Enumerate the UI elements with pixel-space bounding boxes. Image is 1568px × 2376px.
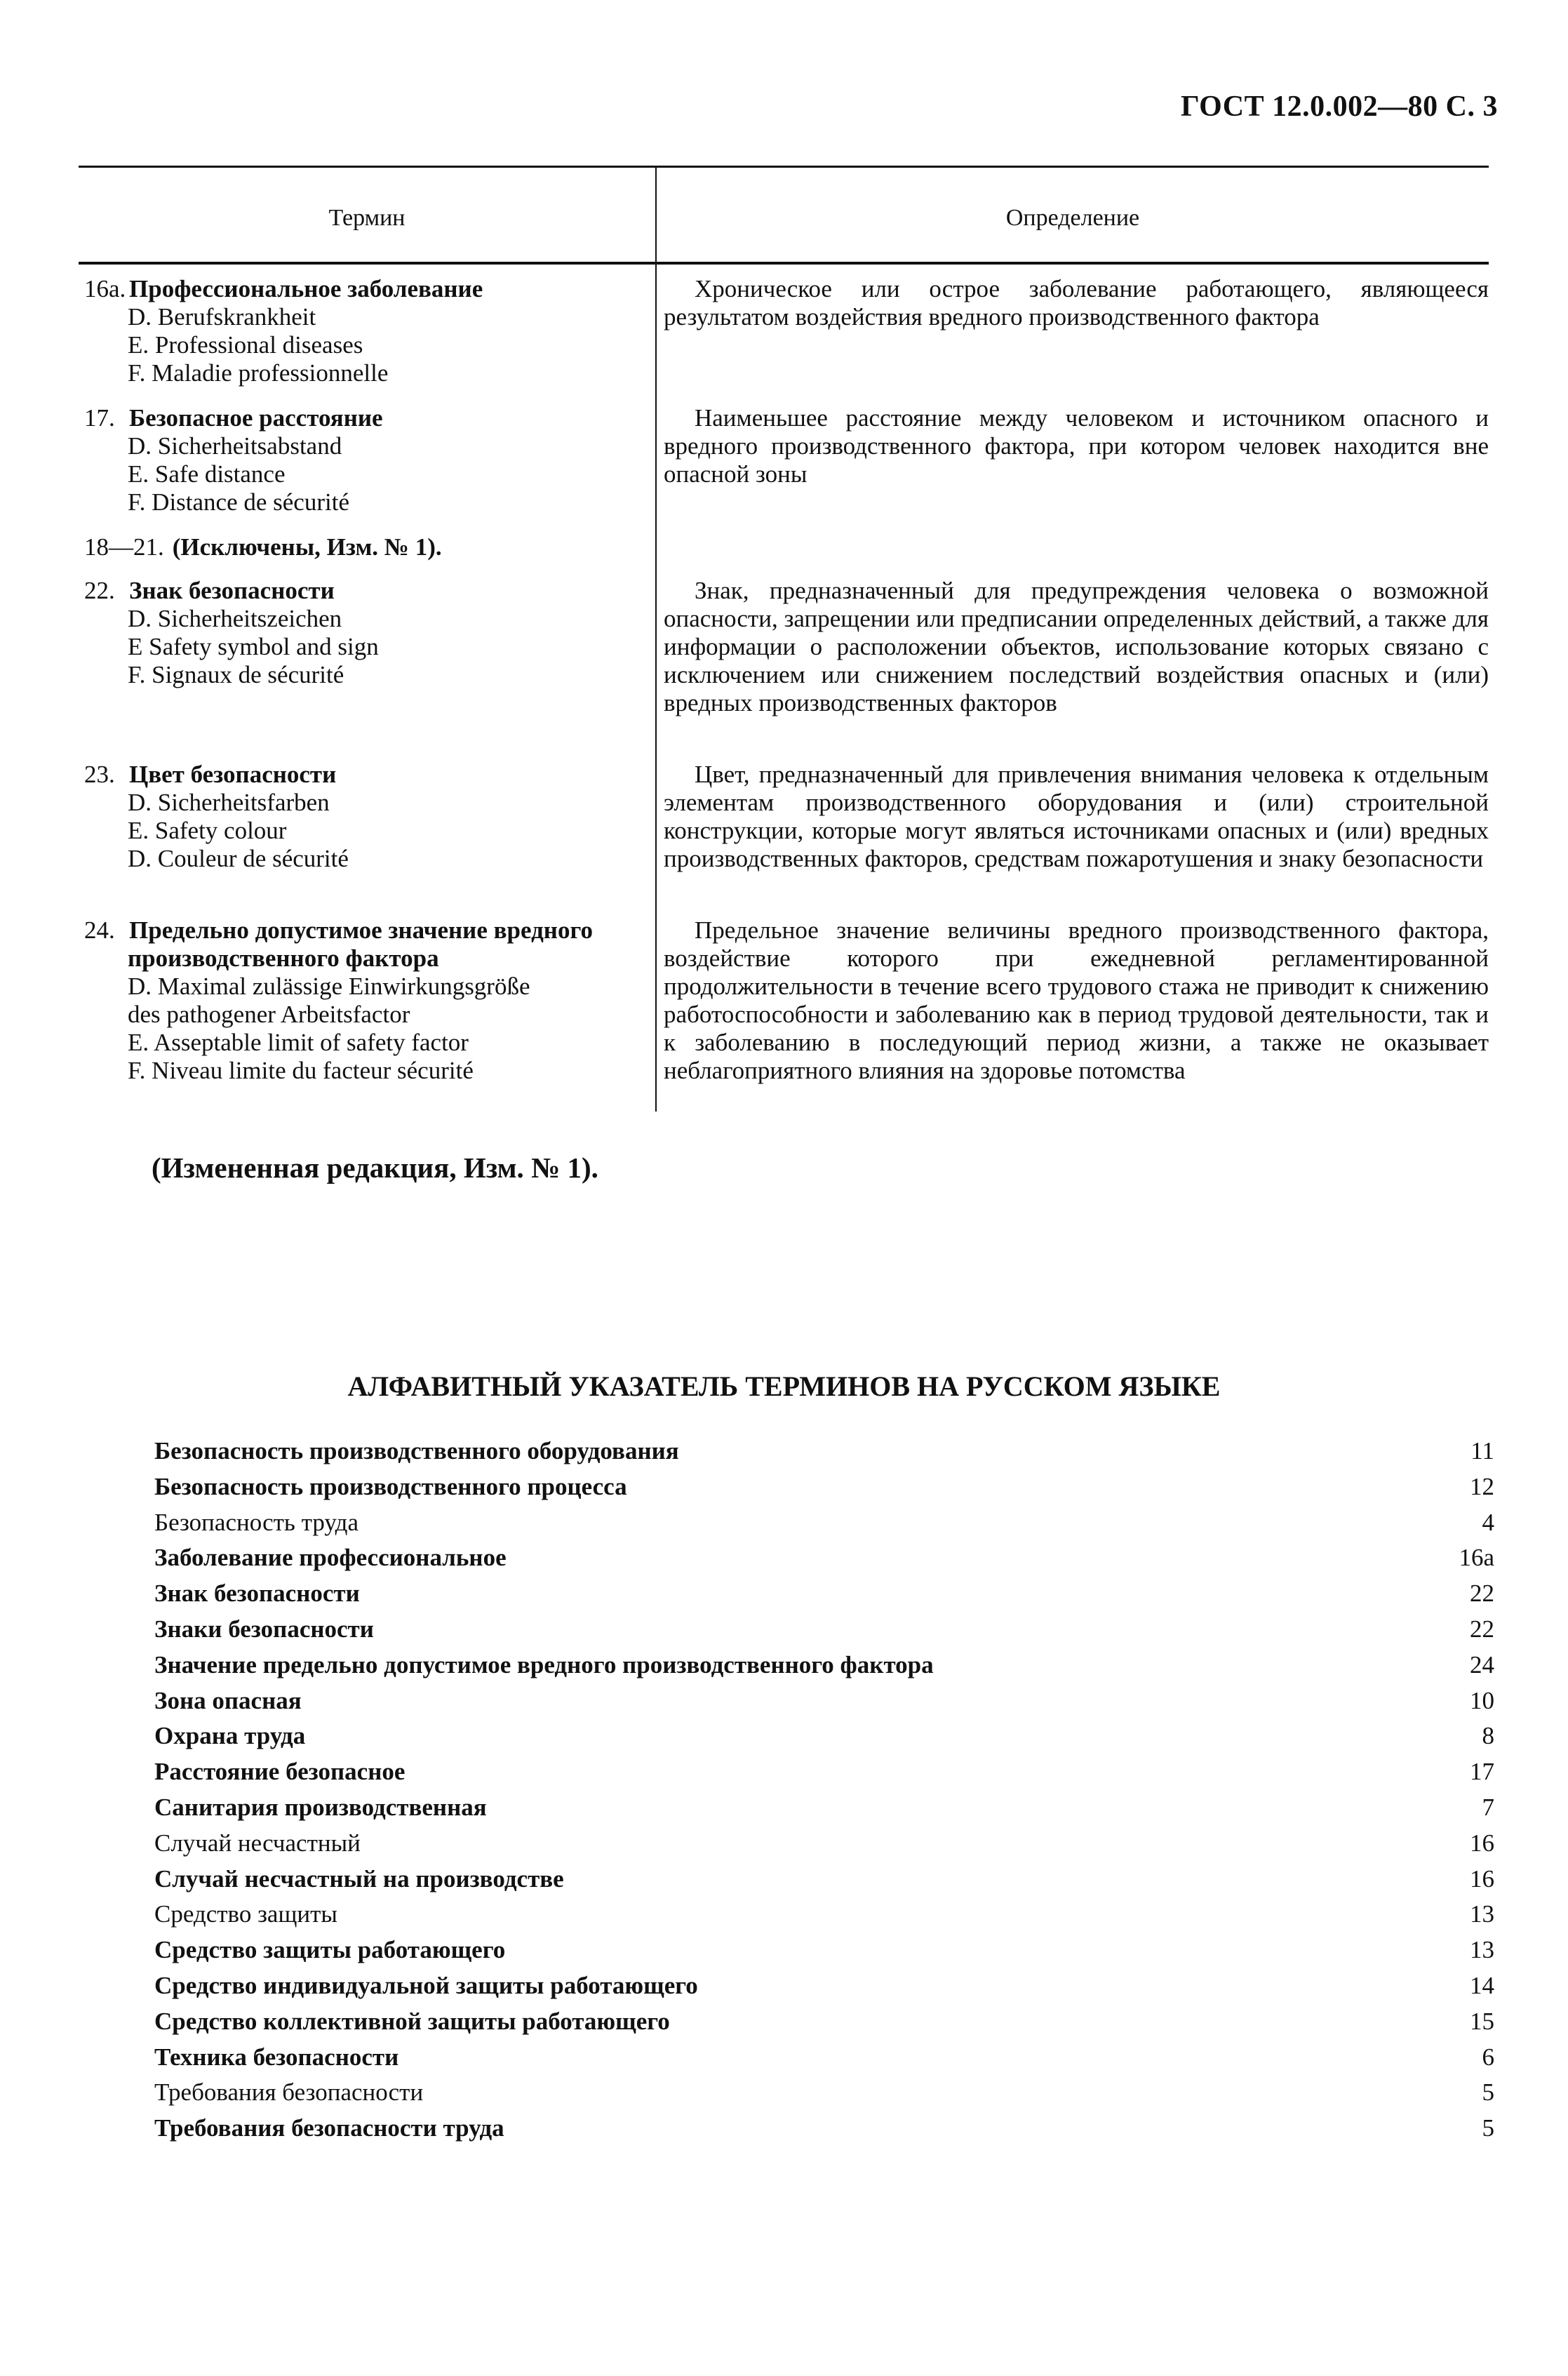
term-number: 17. (84, 404, 115, 432)
index-term-number: 15 (1470, 2007, 1494, 2035)
index-term: Случай несчастный (154, 1829, 361, 1857)
index-entry (154, 2114, 1494, 2150)
definition-24 (664, 916, 1489, 1085)
term-english: E. Safe distance (128, 460, 286, 488)
index-term-number: 22 (1470, 1580, 1494, 1608)
table-header-rule (79, 262, 1489, 265)
index-term: Знаки безопасности (154, 1615, 374, 1643)
index-entry (154, 2008, 1494, 2043)
definition-text: Знак, предназначенный для предупреждения человека о возможной опасности, запрещении или предписании определенных действий, а также для информации о расположении объектов, использование которых связано с исключением или снижением последствий воздействия опасных и (или) вредных производственных факторов (664, 577, 1489, 716)
page-header: ГОСТ 12.0.002—80 С. 3 (1180, 91, 1498, 123)
term-german: D. Maximal zulässige Einwirkungsgröße (128, 973, 530, 1000)
index-term-number: 7 (1482, 1793, 1494, 1821)
index-term: Санитария производственная (154, 1793, 487, 1821)
term-german: D. Sicherheitszeichen (128, 605, 342, 632)
column-header-definition: Определение (1005, 205, 1140, 231)
definition-text: Наименьшее расстояние между человеком и источником опасного и вредного производственного фактора, при котором человек находится вне опасной зоны (664, 404, 1489, 488)
index-term: Средство защиты работающего (154, 1936, 506, 1964)
term-german: D. Berufskrankheit (128, 303, 316, 331)
index-entry (154, 1651, 1494, 1687)
term-entry-18-21 (84, 533, 652, 561)
index-term-number: 16а (1459, 1544, 1494, 1572)
index-term-number: 24 (1470, 1650, 1494, 1678)
term-entry-24 (84, 916, 659, 1085)
index-entry (154, 2078, 1494, 2114)
definition-23 (664, 761, 1489, 873)
index-term-number: 16 (1470, 1829, 1494, 1857)
term-german-continued: des pathogener Arbeitsfactor (128, 1001, 410, 1028)
definition-16a (664, 275, 1489, 331)
definition-17 (664, 404, 1489, 488)
index-term: Заболевание профессиональное (154, 1544, 507, 1572)
index-entry (154, 1580, 1494, 1615)
index-list (154, 1437, 1494, 2150)
term-french: F. Signaux de sécurité (128, 661, 344, 688)
index-entry (154, 1829, 1494, 1865)
index-term: Средство защиты (154, 1900, 337, 1928)
term-english: E Safety symbol and sign (128, 633, 379, 660)
index-entry (154, 1544, 1494, 1580)
definition-text: Предельное значение величины вредного производственного фактора, воздействие которого при ежедневной регламентированной продолжительности в течение всего трудового стажа не приводит к снижению работоспособности и заболеванию как в период трудовой деятельности, так и к заболеванию в последующий период жизни, а также не оказывает неблагоприятного влияния на здоровье потомства (664, 916, 1489, 1084)
index-entry (154, 1437, 1494, 1473)
term-entry-22 (84, 577, 652, 689)
index-entry (154, 1936, 1494, 1972)
term-number: 23. (84, 761, 115, 788)
term-french: F. Niveau limite du facteur sécurité (128, 1057, 474, 1084)
index-term: Требования безопасности труда (154, 2114, 504, 2142)
index-term-number: 4 (1482, 1508, 1494, 1536)
index-term: Случай несчастный на производстве (154, 1864, 564, 1893)
term-entry-17 (84, 404, 652, 516)
index-entry (154, 1758, 1494, 1794)
definition-22 (664, 577, 1489, 717)
index-entry (154, 1972, 1494, 2008)
term-english: E. Professional diseases (128, 331, 363, 359)
term-english: E. Asseptable limit of safety factor (128, 1029, 469, 1056)
term-russian-continued: производственного фактора (128, 945, 439, 972)
index-entry (154, 1473, 1494, 1509)
term-french: F. Distance de sécurité (128, 488, 349, 516)
index-term-number: 5 (1482, 2114, 1494, 2142)
index-entry (154, 1509, 1494, 1544)
index-term-number: 6 (1482, 2043, 1494, 2071)
index-term-number: 14 (1470, 1971, 1494, 1999)
index-term: Требования безопасности (154, 2078, 424, 2107)
index-term-number: 13 (1470, 1936, 1494, 1964)
index-entry (154, 1865, 1494, 1901)
index-term-number: 8 (1482, 1722, 1494, 1750)
index-entry (154, 2043, 1494, 2079)
index-term: Безопасность производственного процесса (154, 1472, 627, 1500)
index-term-number: 5 (1482, 2078, 1494, 2107)
amendment-note: (Измененная редакция, Изм. № 1). (152, 1152, 598, 1184)
index-term-number: 11 (1470, 1437, 1494, 1464)
index-term: Техника безопасности (154, 2043, 399, 2071)
term-russian: Цвет безопасности (129, 761, 337, 788)
index-term: Расстояние безопасное (154, 1758, 406, 1786)
term-russian: Знак безопасности (129, 577, 335, 604)
index-term-number: 12 (1470, 1472, 1494, 1500)
index-term-number: 22 (1470, 1615, 1494, 1643)
term-entry-16a (84, 275, 652, 387)
index-entry (154, 1900, 1494, 1936)
definition-text: Хроническое или острое заболевание работающего, являющееся результатом воздействия вредного производственного фактора (664, 275, 1489, 331)
index-entry (154, 1687, 1494, 1723)
index-term: Охрана труда (154, 1722, 306, 1750)
term-french: F. Maladie professionnelle (128, 359, 389, 387)
term-english: E. Safety colour (128, 817, 287, 844)
index-term: Зона опасная (154, 1686, 302, 1714)
definition-text: Цвет, предназначенный для привлечения внимания человека к отдельным элементам производственного оборудования и (или) строительной конструкции, которые могут являться источниками опасных и (или) вредных производственных факторов, средствам пожаротушения и знаку безопасности (664, 761, 1489, 872)
index-title: АЛФАВИТНЫЙ УКАЗАТЕЛЬ ТЕРМИНОВ НА РУССКОМ ЯЗЫКЕ (347, 1370, 1221, 1402)
index-entry (154, 1722, 1494, 1758)
term-number: 22. (84, 577, 115, 604)
index-term: Средство коллективной защиты работающего (154, 2007, 670, 2035)
term-excluded-note: (Исключены, Изм. № 1). (172, 533, 442, 561)
term-number: 18—21. (84, 533, 164, 561)
index-term-number: 10 (1470, 1686, 1494, 1714)
index-term: Знак безопасности (154, 1580, 360, 1608)
index-term: Средство индивидуальной защиты работающего (154, 1971, 698, 1999)
term-russian: Профессиональное заболевание (129, 275, 483, 302)
index-term: Безопасность производственного оборудования (154, 1437, 679, 1464)
index-term-number: 16 (1470, 1864, 1494, 1893)
index-term-number: 13 (1470, 1900, 1494, 1928)
table-top-rule (79, 166, 1489, 168)
term-french: D. Couleur de sécurité (128, 845, 349, 872)
index-term: Безопасность труда (154, 1508, 359, 1536)
index-entry (154, 1615, 1494, 1651)
term-german: D. Sicherheitsfarben (128, 789, 330, 816)
term-german: D. Sicherheitsabstand (128, 432, 342, 460)
term-number: 16а. (84, 275, 126, 302)
column-header-term: Термин (328, 205, 406, 231)
term-number: 24. (84, 916, 115, 944)
index-entry (154, 1794, 1494, 1829)
term-russian: Безопасное расстояние (129, 404, 383, 432)
term-entry-23 (84, 761, 652, 873)
index-term: Значение предельно допустимое вредного производственного фактора (154, 1650, 934, 1678)
index-term-number: 17 (1470, 1758, 1494, 1786)
term-russian: Предельно допустимое значение вредного (129, 916, 593, 944)
